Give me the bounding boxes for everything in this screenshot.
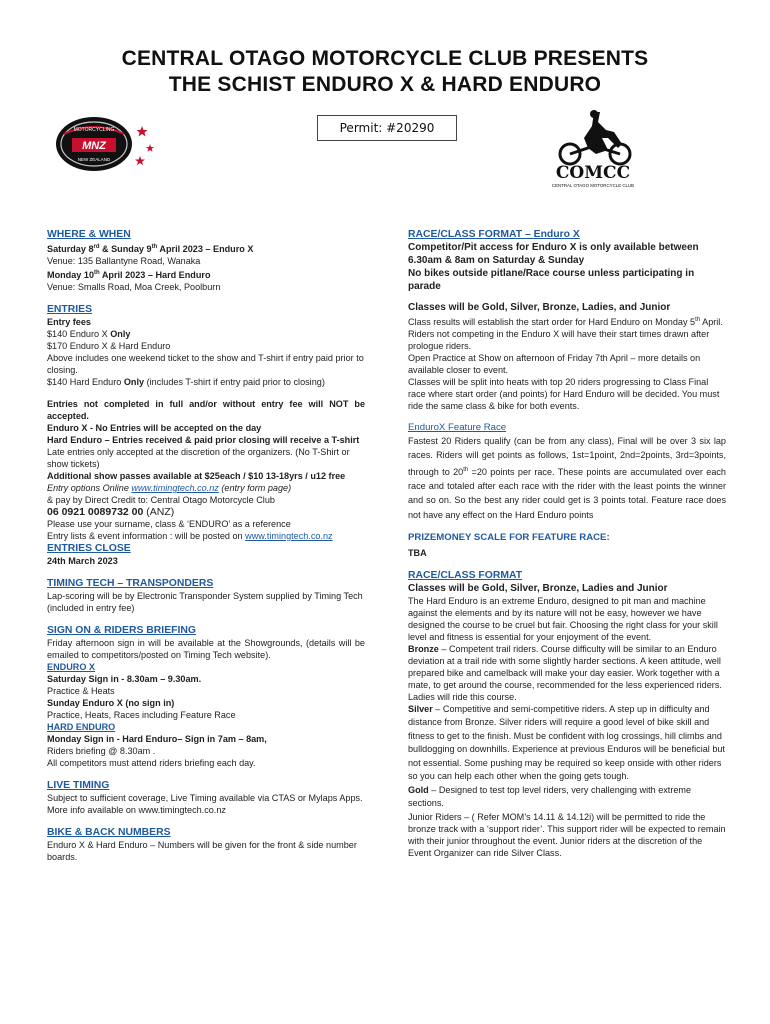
saturday-detail: Practice & Heats bbox=[47, 686, 115, 697]
format-hard-enduro-heading: RACE/CLASS FORMAT bbox=[408, 569, 523, 581]
bronze-class: Bronze – Competent trail riders. Course difficulty will be similar to an Enduro deviation at a trail ride with some slightly harder sections. A keen attitude, well prepared bike and camelback will make your day easier. Work together with a mate, to get around the course, recommended for the less experienced riders. Ladies will ride this course. bbox=[408, 643, 722, 702]
bike-numbers-text: Enduro X & Hard Enduro – Numbers will be given for the front & side number boards. bbox=[47, 840, 357, 863]
open-practice: Open Practice at Show on afternoon of Friday 7th April – more details on available closer to event. bbox=[408, 353, 701, 376]
right-column bbox=[408, 228, 726, 859]
fee-combined: $170 Enduro X & Hard Enduro bbox=[47, 341, 171, 352]
fee-hard-enduro: $140 Hard Enduro Only (includes T-shirt if entry paid prior to closing) bbox=[47, 377, 325, 388]
no-day-entries: Enduro X - No Entries will be accepted on the day bbox=[47, 423, 262, 434]
enduro-x-dates: Saturday 8rd & Sunday 9th April 2023 – Enduro X bbox=[47, 244, 254, 255]
feature-race-heading: EnduroX Feature Race bbox=[408, 422, 507, 434]
bank-account: 06 0921 0089732 00 (ANZ) bbox=[47, 506, 175, 519]
no-bikes-rule: No bikes outside pitlane/Race course unless participating in parade bbox=[408, 268, 695, 292]
hard-enduro-tshirt-note: Hard Enduro – Entries received & paid prior closing will receive a T-shirt bbox=[47, 435, 360, 446]
mnz-bottom-text: NEW ZEALAND bbox=[77, 157, 111, 162]
fee-note: Above includes one weekend ticket to the show and T-shirt if entry paid prior to closing. bbox=[47, 353, 364, 376]
heats-info: Classes will be split into heats with top 20 riders progressing to Class Final race where start order (and points) for Hard Enduro will be decided. You must ride the same class & bike for both events. bbox=[408, 377, 720, 412]
silver-class: Silver – Competitive and semi-competitive riders. A step up in difficulty and distance from Bronze. Silver riders will require a good level of bike skill and fitness to get to the finish. Must be confident with log crossings, hill climbs and bulldogging on downhills. Experience at previous Enduros will be beneficial but not essential. Some pushing may be required so keep onside with other riders so you can help each other when the going gets tough. bbox=[408, 703, 725, 782]
format-enduro-x-heading: RACE/CLASS FORMAT – Enduro X bbox=[408, 229, 580, 240]
permit-box: Permit: #20290 bbox=[317, 115, 457, 141]
enduro-x-venue: Venue: 135 Ballantyne Road, Wanaka bbox=[47, 256, 201, 267]
entry-lists: Entry lists & event information : will be posted on www.timingtech.co.nz bbox=[47, 531, 333, 542]
signon-hard-enduro-heading: HARD ENDURO bbox=[47, 722, 116, 733]
sunday-detail: Practice, Heats, Races including Feature Race bbox=[47, 710, 236, 721]
bike-numbers-heading: BIKE & BACK NUMBERS bbox=[47, 827, 171, 839]
live-timing-heading: LIVE TIMING bbox=[47, 780, 110, 792]
class-results: Class results will establish the start order for Hard Enduro on Monday 5th April. Riders not competing in the Enduro X will have their start times drawn after prologue riders. bbox=[408, 317, 723, 352]
entry-lists-link[interactable]: www.timingtech.co.nz bbox=[245, 531, 333, 542]
live-timing-more: More info available on www.timingtech.co.nz bbox=[47, 805, 226, 816]
timing-heading: TIMING TECH – TRANSPONDERS bbox=[47, 578, 214, 590]
enduro-x-classes: Classes will be Gold, Silver, Bronze, Ladies, and Junior bbox=[408, 302, 671, 313]
club-logo bbox=[548, 108, 638, 190]
late-entries-note: Late entries only accepted at the discretion of the organizers. (No T-Shirt or show tickets) bbox=[47, 447, 350, 470]
junior-riders: Junior Riders – ( Refer MOM’s 14.11 & 14.12i) will be permitted to ride the bronze track with a ‘support rider’. This support rider will be expected to remain with their junior throughout the event. Junior riders at the discretion of the Event Organizer can ride Silver Class. bbox=[408, 811, 726, 858]
pit-access: Competitor/Pit access for Enduro X is only available between 6.30am & 8am on Saturday & Sunday bbox=[408, 242, 699, 266]
hard-enduro-intro: The Hard Enduro is an extreme Enduro, designed to pit man and machine against the elements and by its nature will not be easy, however we have designed the course to be cruel but fair. Choosing the right class for your skill level and fitness is essential for your enjoyment of the event. bbox=[408, 595, 718, 642]
timingtech-link[interactable]: www.timingtech.co.nz bbox=[131, 483, 219, 494]
hard-enduro-date: Monday 10th April 2023 – Hard Enduro bbox=[47, 270, 211, 281]
entries-heading: ENTRIES bbox=[47, 304, 93, 316]
club-logo-text: COMCC bbox=[555, 163, 631, 183]
signon-enduro-x-heading: ENDURO X bbox=[47, 662, 95, 673]
feature-race-text: Fastest 20 Riders qualify (can be from any class), Final will be over 3 six lap races. Riders will get points as follows, 1st=1point, 2nd=2points, 3rd=3points, through to 20th =20 points per race. These points are accumulated over each race and totaled after each race with the rider with the least points the winner and so on. So the best any rider could get is 3 points total. Feature race does not have any effect on the Hard Enduro points bbox=[408, 436, 726, 520]
entry-online: Entry options Online www.timingtech.co.nz (entry form page) bbox=[47, 483, 292, 494]
where-when-heading: WHERE & WHEN bbox=[47, 229, 131, 240]
entries-warning: Entries not completed in full and/or without entry fee will NOT be accepted. bbox=[47, 399, 365, 422]
entries-close-date: 24th March 2023 bbox=[47, 556, 118, 567]
prizemoney-heading: PRIZEMONEY SCALE FOR FEATURE RACE: bbox=[408, 531, 610, 543]
monday-signin: Monday Sign in - Hard Enduro– Sign in 7am – 8am, bbox=[47, 734, 267, 745]
mnz-top-text: MOTORCYCLING bbox=[73, 127, 115, 133]
saturday-signin: Saturday Sign in - 8.30am – 9.30am. bbox=[47, 674, 202, 685]
show-passes: Additional show passes available at $25each / $10 13-18yrs / u12 free bbox=[47, 471, 346, 482]
attend-briefing: All competitors must attend riders briefing each day. bbox=[47, 758, 256, 769]
live-timing-text: Subject to sufficient coverage, Live Timing available via CTAS or Mylaps Apps. bbox=[47, 793, 363, 804]
title-line-2: THE SCHIST ENDURO X & HARD ENDURO bbox=[168, 73, 602, 96]
sunday-signin: Sunday Enduro X (no sign in) bbox=[47, 698, 175, 709]
hard-enduro-venue: Venue: Smalls Road, Moa Creek, Poolburn bbox=[47, 282, 221, 293]
direct-credit: & pay by Direct Credit to: Central Otago Motorcycle Club bbox=[47, 495, 275, 506]
signon-heading: SIGN ON & RIDERS BRIEFING bbox=[47, 625, 196, 637]
mnz-main-text: MNZ bbox=[82, 140, 106, 152]
prizemoney-value: TBA bbox=[408, 547, 427, 558]
signon-intro: Friday afternoon sign in will be available at the Showgrounds, (details will be emailed to competitors/posted on Timing Tech website). bbox=[47, 638, 365, 661]
mnz-logo bbox=[50, 112, 160, 180]
timing-text: Lap-scoring will be by Electronic Transponder System supplied by Timing Tech (included in entry fee) bbox=[47, 591, 363, 614]
title-line-1: CENTRAL OTAGO MOTORCYCLE CLUB PRESENTS bbox=[121, 47, 649, 70]
entries-close-heading: ENTRIES CLOSE bbox=[47, 543, 131, 555]
left-column bbox=[47, 228, 365, 863]
club-logo-subtext: CENTRAL OTAGO MOTORCYCLE CLUB bbox=[551, 183, 635, 188]
payment-reference: Please use your surname, class & ‘ENDURO’ as a reference bbox=[47, 519, 291, 530]
hard-enduro-classes: Classes will be Gold, Silver, Bronze, Ladies and Junior bbox=[408, 582, 668, 594]
riders-briefing: Riders briefing @ 8.30am . bbox=[47, 746, 156, 757]
fee-enduro-x: $140 Enduro X Only bbox=[47, 329, 131, 340]
gold-class: Gold – Designed to test top level riders, very challenging with extreme sections. bbox=[408, 784, 692, 809]
entry-fees-label: Entry fees bbox=[47, 317, 91, 328]
